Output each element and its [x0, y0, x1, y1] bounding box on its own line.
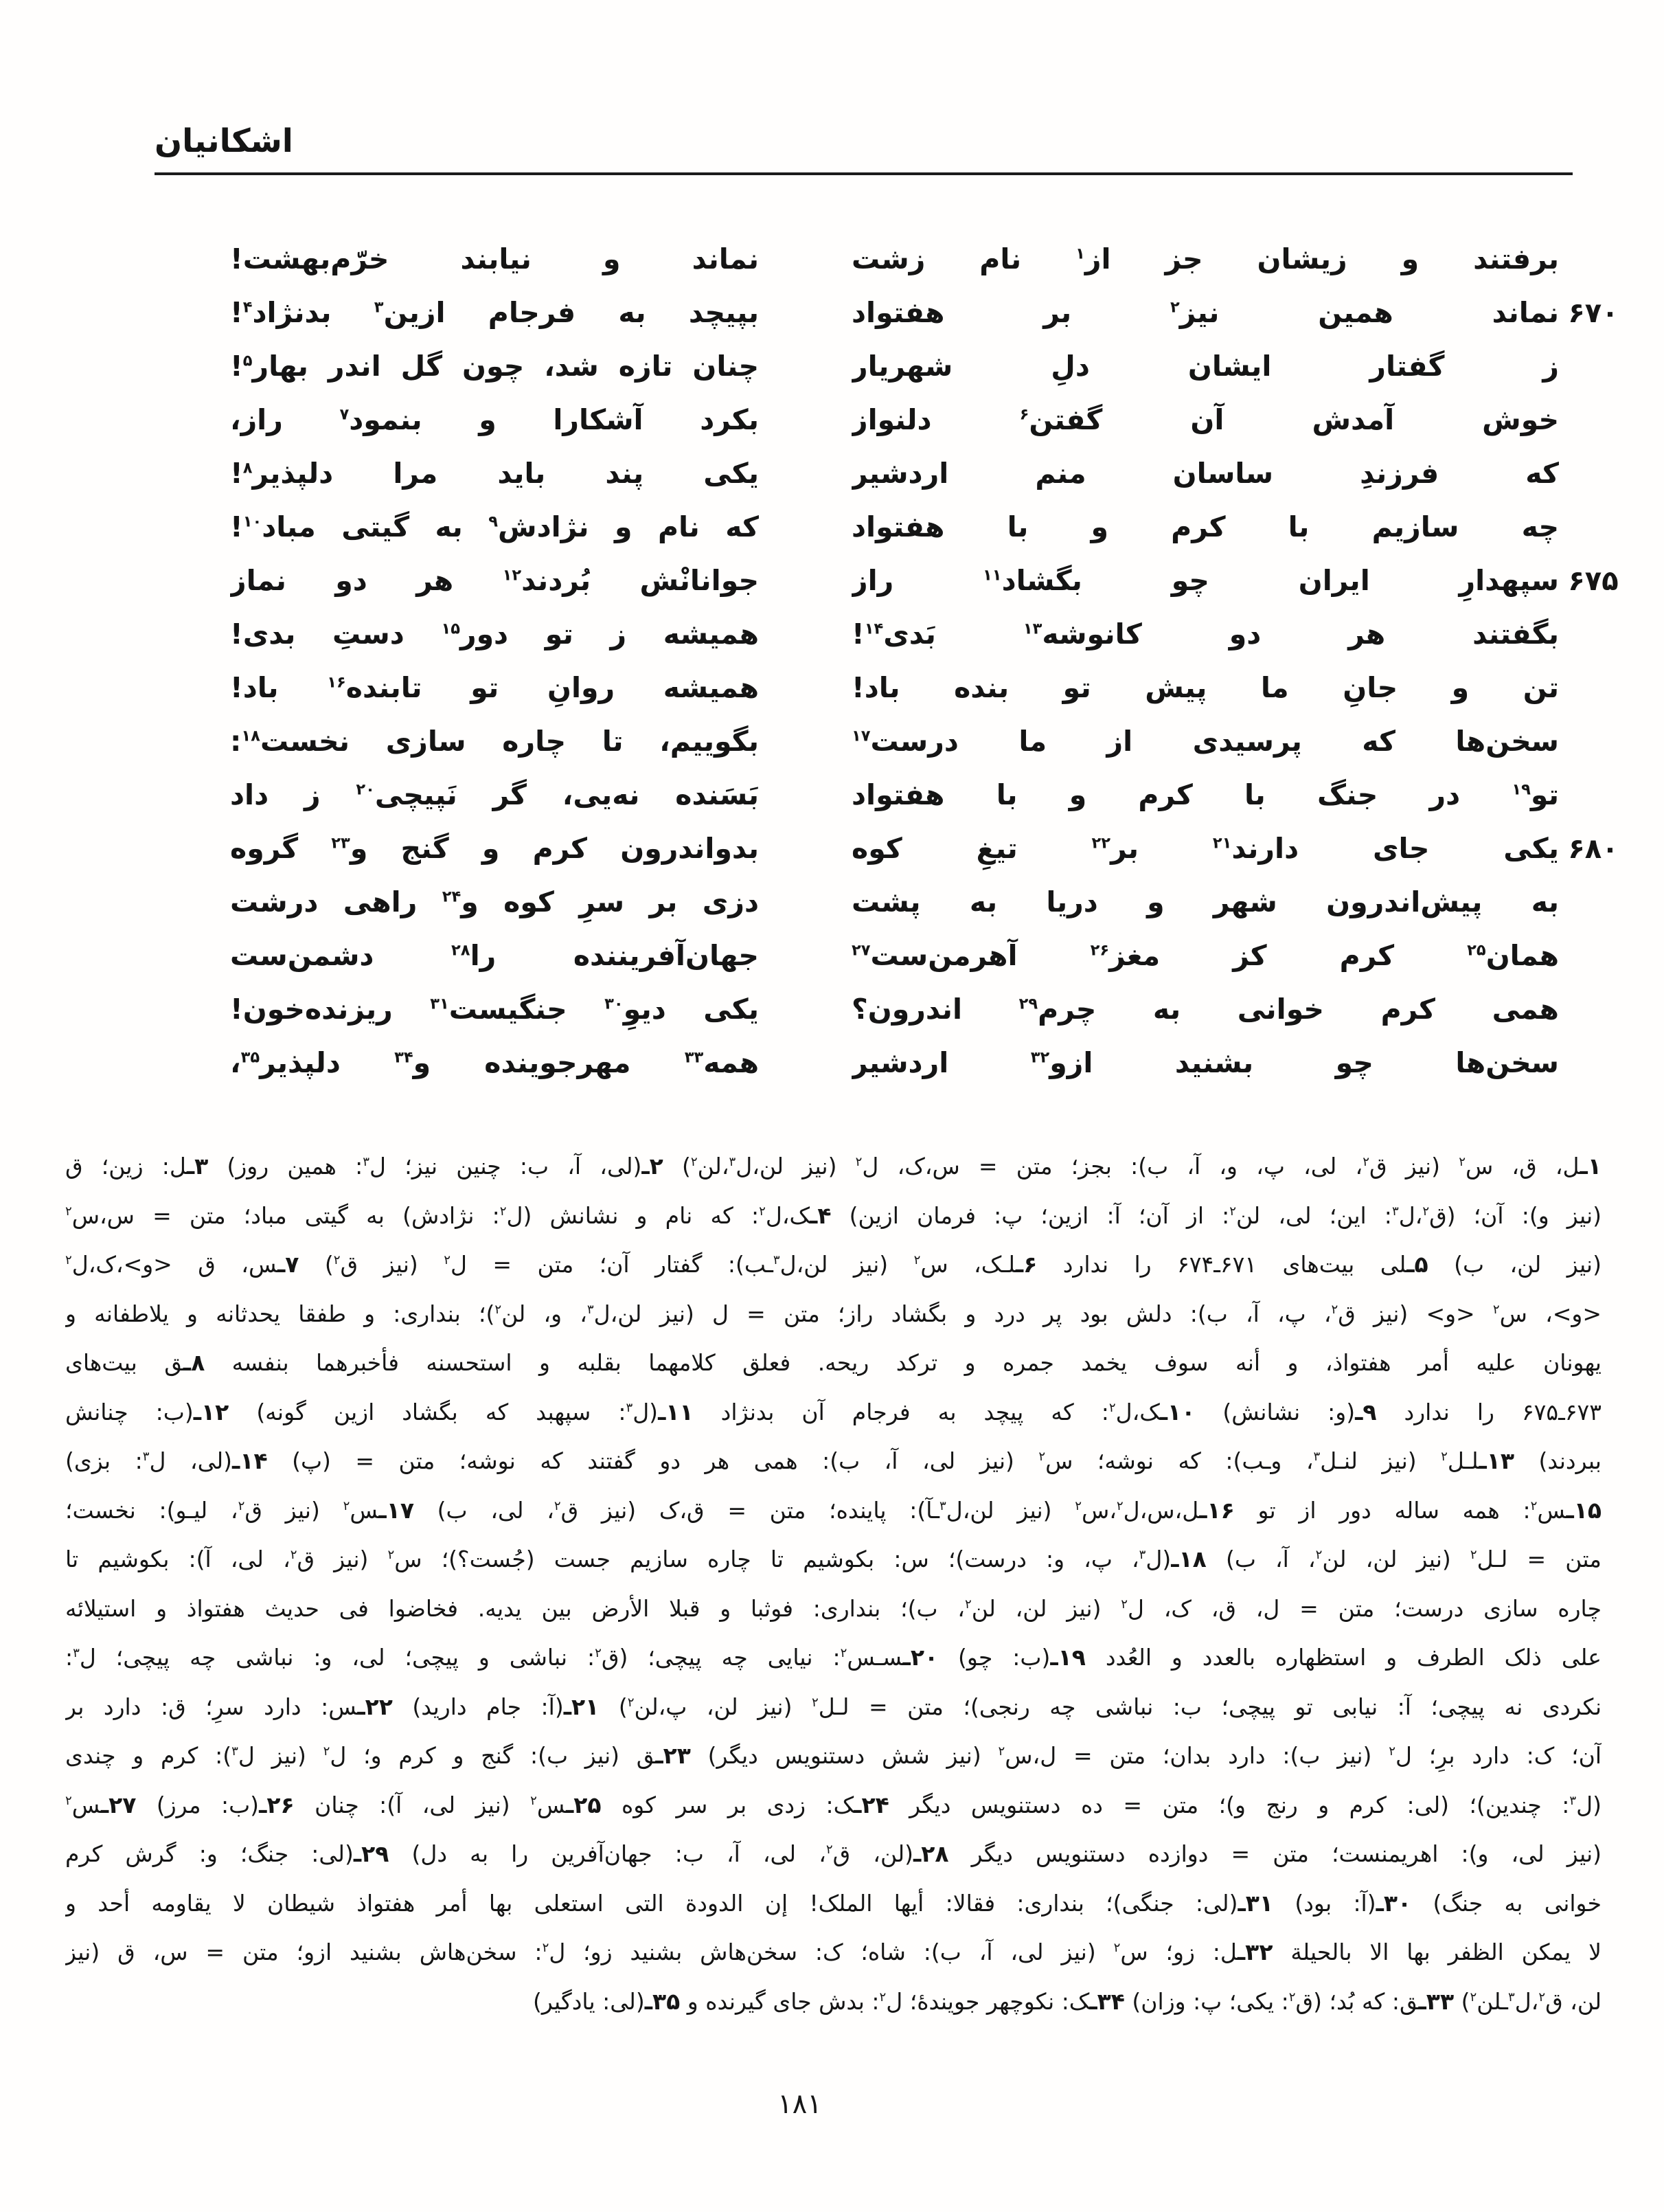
footnote-marker: ۲	[1108, 1400, 1116, 1415]
apparatus-number: ۴ـ	[810, 1201, 832, 1229]
footnote-marker: ۳	[1507, 1989, 1515, 2005]
footnote-marker: ۲۳	[331, 834, 350, 853]
footnote-marker: ۱۹	[1512, 780, 1531, 799]
footnote-marker: ۳	[231, 1744, 238, 1759]
footnote-marker: ۵	[242, 352, 253, 370]
apparatus-number: ۳۴ـ	[1089, 1987, 1125, 2015]
footnote-marker: ۳	[773, 1253, 780, 1267]
footnote-marker: ۲۶	[1090, 941, 1110, 960]
apparatus-number: ۳۲ـ	[1237, 1939, 1273, 1965]
verse-row	[230, 554, 1628, 607]
hemistich-left: بگوییم، تا چاره سازی نخست$^{۱۸}$:	[230, 725, 759, 758]
footnote-marker: ۲	[290, 1548, 297, 1562]
hemistich-right: که فرزندِ ساسان منم اردشیر	[852, 457, 1559, 490]
section-title: اشکانیان	[155, 122, 293, 160]
hemistich-left: بپیچد به فرجام ازین$^۳$ بدنژاد$^۴$!	[230, 296, 759, 329]
footnote-marker: ۳	[939, 1498, 946, 1513]
apparatus-number: ۱۵ـ	[1566, 1496, 1602, 1524]
apparatus-line: <و>، س$^۲$ <و> (نیز ق$^۲$، پ، آ، ب): دلش بود پر درد و بگشاد راز؛ متن = ل (نیز لن،ل$^۳$، و، لن$^۲$)؛ بنداری: و طفقا یحدثانه و یلاطفانه و	[65, 1300, 1602, 1327]
hemistich-left: بکرد آشکارا و بنمود$^۷$ راز،	[230, 403, 759, 436]
hemistich-right: سخن‌ها چو بشنید ازو$^{۳۲}$ اردشیر	[852, 1046, 1559, 1079]
footnote-marker: ۱۵	[441, 620, 460, 638]
footnote-marker: ۲۹	[1018, 995, 1038, 1013]
verse-row	[230, 232, 1628, 286]
footnote-marker: ۳	[729, 1155, 736, 1169]
hemistich-left: بَسَنده نه‌یی، گر نَپیچی$^{۲۰}$ ز داد	[230, 778, 759, 811]
footnote-marker: ۲	[444, 1253, 451, 1267]
apparatus-number: ۷ـ	[277, 1251, 299, 1278]
apparatus-line: ببردند) ۱۳ـلـل$^۲$ (نیز لنـل$^۳$، وـب): که نوشه؛ س$^۲$ (نیز لی، آ، ب): همی هر دو گفتند که نوشه؛ متن = (پ) ۱۴ـ(لی، ل$^۳$: بزی)	[65, 1447, 1602, 1474]
hemistich-right: ز گفتار ایشان دلِ شهریار	[852, 350, 1559, 383]
footnote-marker: ۳۲	[1030, 1048, 1050, 1067]
verse-row	[230, 929, 1628, 982]
verse-row	[230, 393, 1628, 447]
apparatus-number: ۸ـ	[183, 1349, 205, 1376]
apparatus-line: چاره سازی درست؛ متن = ل، ق، ک، ل$^۲$ (نیز لن، لن$^۲$، ب)؛ بنداری: فوثبا و قبلا الأرض بین یدیه. فخاضوا فی حدیث هفتواذ و استیلائه	[65, 1594, 1602, 1622]
hemistich-left: جوانانْش بُردند$^{۱۲}$ هر دو نماز	[230, 564, 759, 597]
hemistich-left: همیشه روانِ تو تابنده$^{۱۶}$ باد!	[230, 671, 759, 704]
footnote-marker: ۱۰	[242, 512, 262, 531]
footnote-marker: ۲۰	[356, 780, 375, 799]
footnote-marker: ۲	[530, 1793, 537, 1808]
apparatus-number: ۱ـ	[1580, 1153, 1602, 1180]
apparatus-line: (نیز لن، ب) ۵ـلی بیت‌های ۶۷۱ـ۶۷۴ را ندارد ۶ـلـک، س$^۲$ (نیز لن،ل$^۳$ـب): گفتار آن؛ متن = ل$^۲$ (نیز ق$^۲$) ۷ـس، ق <و>،ک،ل$^۲$	[65, 1251, 1602, 1278]
apparatus-number: ۱۱ـ	[658, 1398, 694, 1425]
footnote-marker: ۲	[343, 1498, 350, 1513]
footnote-marker: ۲۵	[1467, 941, 1486, 960]
footnote-marker: ۲۲	[1091, 834, 1111, 853]
apparatus-line: (نیز لی، و): اهریمنست؛ متن = دوازده دستنویس دیگر ۲۸ـ(لن، ق$^۲$، لی، آ، ب: جهان‌آفرین را به دل) ۲۹ـ(لی: جنگ؛ و: گرش کرم	[65, 1840, 1602, 1867]
footnote-marker: ۲	[1492, 1302, 1500, 1317]
footnote-marker: ۲	[65, 1793, 72, 1808]
footnote-marker: ۲	[855, 1155, 863, 1169]
footnote-marker: ۳	[1313, 1449, 1321, 1464]
verse-row	[230, 822, 1628, 875]
footnote-marker: ۳	[374, 298, 384, 317]
footnote-marker: ۲	[333, 1253, 341, 1267]
apparatus-number: ۵ـ	[1406, 1251, 1428, 1278]
footnote-marker: ۲	[913, 1253, 921, 1267]
apparatus-number: ۱۲ـ	[193, 1398, 229, 1425]
footnote-marker: ۳۵	[240, 1048, 260, 1067]
footnote-marker: ۴	[242, 298, 253, 317]
footnote-marker: ۲	[879, 1989, 887, 2005]
footnote-marker: ۲	[1530, 1498, 1538, 1513]
footnote-marker: ۸	[242, 459, 253, 477]
apparatus-number: ۱۸ـ	[1171, 1546, 1207, 1572]
apparatus-number: ۳۵ـ	[644, 1987, 681, 2015]
footnote-marker: ۲۱	[1212, 834, 1232, 853]
apparatus-number: ۲۳ـ	[655, 1742, 691, 1769]
footnote-marker: ۱۸	[241, 727, 260, 745]
apparatus-number: ۱۶ـ	[1199, 1496, 1235, 1524]
apparatus-number: ۹ـ	[1355, 1398, 1377, 1425]
apparatus-line: خوانی به جنگ) ۳۰ـ(آ: بود) ۳۱ـ(لی: جنگی)؛ بنداری: فقالا: أیها الملک! إن الدودة التی استعلی بها أمر هفتواذ شیطان لا یقاومه أحد و	[65, 1889, 1602, 1917]
hemistich-right: چه سازیم با کرم و با هفتواد	[852, 510, 1559, 543]
footnote-marker: ۱۱	[983, 566, 1002, 585]
apparatus-line: متن = لـل$^۲$ (نیز لن، لن$^۲$، آ، ب) ۱۸ـ(ل$^۳$، پ، و: درست)؛ س: بکوشیم تا چاره سازیم جست (جُست؟)؛ س$^۲$ (نیز ق$^۲$، لی، آ): بکوشیم تا	[65, 1546, 1602, 1572]
footnote-marker: ۶	[1019, 405, 1029, 424]
apparatus-number: ۱۹ـ	[1050, 1644, 1086, 1671]
apparatus-line: (نیز و): آن؛ (ق$^۲$،ل$^۳$: این؛ لی، لن$^۲$: از آن؛ آ: ازین؛ پ: فرمان ازین) ۴ـک،ل$^۲$: که نام و نشانش (ل$^۲$: نژادش) به گیتی مباد؛ متن = س،س$^۲$	[65, 1201, 1602, 1229]
verse-row	[230, 714, 1628, 768]
footnote-marker: ۲	[65, 1253, 72, 1267]
footnote-marker: ۳	[1139, 1548, 1146, 1562]
footnote-marker: ۲	[1441, 1449, 1448, 1464]
hemistich-right: به پیش‌اندرون شهر و دریا به پشت	[852, 885, 1559, 918]
apparatus-number: ۱۰ـ	[1159, 1398, 1196, 1425]
footnote-marker: ۲	[1113, 1941, 1121, 1955]
footnote-marker: ۳۰	[604, 995, 624, 1013]
apparatus-number: ۲۷ـ	[100, 1791, 137, 1818]
verse-row	[230, 447, 1628, 500]
hemistich-left: بدواندرون کرم و گنج و$^{۲۳}$ گروه	[230, 832, 759, 865]
verse-row	[230, 286, 1628, 339]
footnote-marker: ۲	[964, 1596, 972, 1612]
hemistich-left: چنان تازه شد، چون گل اندر بهار$^۵$!	[230, 350, 759, 383]
apparatus-number: ۲۰ـ	[902, 1644, 939, 1671]
apparatus-line: لا یمکن الظفر بها الا بالحیلة ۳۲ـل: زو؛ س$^۲$ (نیز لی، آ، ب): شاه؛ ک: سخن‌هاش بشنید زو؛ ل$^۲$: سخن‌هاش بشنید ازو؛ متن = س، ق (نیز	[65, 1939, 1602, 1965]
apparatus-line: آن؛ ک: دارد برِ؛ ل$^۲$ (نیز ب): دارد بدان؛ متن = ل،س$^۲$ (نیز شش دستنویس دیگر) ۲۳ـق (نیز ب): گنج و کرم و؛ ل$^۲$ (نیز ل$^۳$): کرم و چندی	[65, 1742, 1602, 1769]
apparatus	[65, 1142, 1602, 2026]
hemistich-right: همان$^{۲۵}$ کرم کز مغز$^{۲۶}$ آهرمن‌ست$^{۲۷}$	[852, 939, 1559, 972]
poem	[230, 232, 1628, 1090]
apparatus-line: یهونان علیه أمر هفتواذ، و أنه سوف یخمد جمره و ترکد ریحه. فعلق کلامهما بقلبه و استحسنه فأخبرهما بنفسه ۸ـق بیت‌های	[65, 1349, 1602, 1376]
footnote-marker: ۲	[812, 1695, 819, 1710]
footnote-marker: ۲	[595, 1646, 602, 1660]
footnote-marker: ۳	[1569, 1793, 1577, 1808]
apparatus-number: ۲۵ـ	[565, 1791, 602, 1818]
header-rule	[155, 172, 1573, 175]
footnote-marker: ۲	[1389, 1744, 1395, 1759]
footnote-marker: ۲	[840, 1646, 847, 1660]
footnote-marker: ۲	[387, 1548, 395, 1562]
footnote-marker: ۲	[542, 1941, 549, 1955]
apparatus-line: ۱۵ـس$^۲$: همه ساله دور از تو ۱۶ـل،س،ل$^۲$،س$^۲$ (نیز لن،ل$^۳$ـآ): پاینده؛ متن = ق،ک (نیز ق$^۲$، لی، ب) ۱۷ـس$^۲$ (نیز ق$^۲$، لیـو): نخست؛	[65, 1496, 1602, 1524]
verse-row	[230, 982, 1628, 1036]
footnote-marker: ۲	[1315, 1548, 1323, 1562]
footnote-marker: ۲	[499, 1204, 507, 1219]
footnote-marker: ۲	[1459, 1155, 1466, 1169]
footnote-marker: ۱۷	[852, 727, 871, 745]
footnote-marker: ۲۸	[451, 941, 470, 960]
verse-row	[230, 1036, 1628, 1090]
verse-number: ۶۷۵	[1568, 565, 1619, 597]
footnote-marker: ۲	[65, 1204, 72, 1219]
footnote-marker: ۲	[1331, 1302, 1338, 1317]
hemistich-left: یکی پند باید مرا دلپذیر$^۸$!	[230, 457, 759, 490]
hemistich-right: نماند همین نیز$^۲$ بر هفتواد	[852, 296, 1559, 329]
hemistich-right: یکی جای دارند$^{۲۱}$ بر$^{۲۲}$ تیغِ کوه	[852, 832, 1559, 865]
verse-number: ۶۷۰	[1568, 297, 1619, 329]
page-number: ۱۸۱	[777, 2088, 822, 2120]
footnote-marker: ۲	[1470, 1989, 1477, 2005]
footnote-marker: ۱۶	[327, 673, 346, 692]
apparatus-number: ۲۱ـ	[563, 1693, 600, 1720]
footnote-marker: ۳	[1391, 1204, 1399, 1219]
hemistich-left: همیشه ز تو دور$^{۱۵}$ دستِ بدی!	[230, 618, 759, 651]
apparatus-line: لن، ق$^۲$،ل$^۳$ـلن$^۲$) ۳۳ـق: که بُد؛ (ق$^۲$: یکی؛ پ: وزان) ۳۴ـک: نکوچهر جویندۀ؛ ل$^۲$: بدش جای گیرنده و ۳۵ـ(لی: یادگیر)	[532, 1987, 1602, 2015]
apparatus-line: ۱ـل، ق، س$^۲$ (نیز ق$^۲$، لی، پ، و، آ، ب): بجز؛ متن = س،ک، ل$^۲$ (نیز لن،ل$^۳$،لن$^۲$) ۲ـ(لی، آ، ب: چنین نیز؛ ل$^۳$: همین روز) ۳ـل: زین؛ ق	[65, 1153, 1602, 1180]
footnote-marker: ۱۳	[1023, 620, 1042, 638]
apparatus-number: ۲۴ـ	[854, 1791, 889, 1818]
footnote-marker: ۲	[690, 1155, 698, 1169]
footnote-marker: ۲	[1038, 1449, 1046, 1464]
footnote-marker: ۱۴	[864, 620, 884, 638]
apparatus-number: ۲ـ	[641, 1153, 663, 1180]
verse-row	[230, 661, 1628, 714]
hemistich-left: که نام و نژادش$^۹$ به گیتی مباد$^{۱۰}$!	[230, 510, 759, 543]
apparatus-number: ۱۴ـ	[232, 1447, 268, 1474]
verse-row	[230, 339, 1628, 393]
apparatus-number: ۱۷ـ	[378, 1496, 414, 1524]
footnote-marker: ۳	[142, 1449, 150, 1464]
footnote-marker: ۳	[73, 1646, 80, 1660]
footnote-marker: ۲	[1229, 1204, 1237, 1219]
footnote-marker: ۲	[998, 1744, 1005, 1759]
apparatus-number: ۳ـ	[186, 1153, 209, 1180]
hemistich-left: یکی دیوِ$^{۳۰}$ جنگیست$^{۳۱}$ ریزنده‌خون!	[230, 993, 759, 1026]
hemistich-right: برفتند و زیشان جز از$^۱$ نام زشت	[852, 242, 1559, 275]
verse-number: ۶۸۰	[1568, 833, 1619, 865]
hemistich-right: خوش آمدش آن گفتن$^۶$ دلنواز	[852, 403, 1559, 436]
hemistich-right: تن و جانِ ما پیش تو بنده باد!	[852, 671, 1559, 704]
footnote-marker: ۲	[1538, 1989, 1546, 2005]
footnote-marker: ۲	[1422, 1204, 1430, 1219]
footnote-marker: ۲	[238, 1498, 245, 1513]
footnote-marker: ۳۱	[430, 995, 449, 1013]
verse-row	[230, 875, 1628, 929]
hemistich-right: بگفتند هر دو کانوشه$^{۱۳}$ بَدی$^{۱۴}$!	[852, 618, 1559, 651]
verse-row	[230, 607, 1628, 661]
verse-row	[230, 500, 1628, 554]
footnote-marker: ۲	[1363, 1155, 1369, 1169]
apparatus-line: نکردی نه پیچی؛ آ: نیابی تو پیچی؛ ب: نباشی چه رنجی)؛ متن = لـل$^۲$ (نیز لن، پ،لن$^۲$) ۲۱ـ(آ: جام دارید) ۲۲ـس: دارد سرِ؛ ق: دارد بر	[65, 1693, 1602, 1720]
footnote-marker: ۲	[825, 1842, 833, 1857]
apparatus-number: ۱۳ـ	[1479, 1447, 1515, 1474]
footnote-marker: ۱۲	[502, 566, 522, 585]
footnote-marker: ۲	[1470, 1548, 1477, 1562]
hemistich-right: همی کرم خوانی به چرم$^{۲۹}$ اندرون؟	[852, 993, 1559, 1026]
apparatus-number: ۲۶ـ	[259, 1791, 295, 1818]
footnote-marker: ۳۴	[394, 1048, 413, 1067]
apparatus-number: ۳۰ـ	[1376, 1889, 1412, 1917]
footnote-marker: ۲	[627, 1695, 635, 1710]
footnote-marker: ۲	[1116, 1498, 1124, 1513]
apparatus-line: علی ذلک الطرف و استظهاره بالعدد و العُدد ۱۹ـ(ب: چو) ۲۰ـسـس$^۲$: نیایی چه پیچی؛ (ق$^۲$: نباشی و پیچی؛ لی، و: نباشی چه پیچی؛ ل$^۳$:	[65, 1644, 1602, 1671]
footnote-marker: ۳	[586, 1302, 594, 1317]
footnote-marker: ۲	[1075, 1498, 1082, 1513]
apparatus-number: ۲۲ـ	[357, 1693, 393, 1720]
verse-row	[230, 768, 1628, 822]
hemistich-left: جهان‌آفریننده را$^{۲۸}$ دشمن‌ست	[230, 939, 759, 972]
hemistich-left: همه$^{۳۳}$ مهرجوینده و$^{۳۴}$ دلپذیر$^{۳۵}$،	[230, 1046, 759, 1079]
apparatus-number: ۶ـ	[1015, 1251, 1038, 1278]
apparatus-line: (ل$^۳$: چندین)؛ (لی: کرم و رنج و)؛ متن = ده دستنویس دیگر ۲۴ـک: زدی بر سر کوه ۲۵ـس$^۲$ (نیز لی، آ): چنان ۲۶ـ(ب: مرز) ۲۷ـس$^۲$	[65, 1791, 1602, 1818]
apparatus-line: ۶۷۳ـ۶۷۵ را ندارد ۹ـ(و: نشانش) ۱۰ـک،ل$^۲$: که پیچد به فرجام آن بدنژاد ۱۱ـ(ل$^۳$: سپهبد که بگشاد ازین گونه) ۱۲ـ(ب: چنانش	[65, 1398, 1602, 1425]
footnote-marker: ۲	[1121, 1596, 1128, 1612]
footnote-marker: ۳	[363, 1155, 370, 1169]
footnote-marker: ۹	[488, 512, 498, 531]
apparatus-number: ۳۳ـ	[1418, 1987, 1455, 2015]
footnote-marker: ۲	[323, 1744, 330, 1759]
footnote-marker: ۲	[494, 1302, 502, 1317]
footnote-marker: ۱	[1075, 245, 1085, 263]
footnote-marker: ۳۳	[684, 1048, 704, 1067]
footnote-marker: ۷	[339, 405, 350, 424]
hemistich-left: نماند و نیابند خرّم‌بهشت!	[230, 242, 759, 275]
footnote-marker: ۲۴	[442, 888, 461, 906]
hemistich-right: تو$^{۱۹}$ در جنگ با کرم و با هفتواد	[852, 778, 1559, 811]
apparatus-number: ۳۱ـ	[1238, 1889, 1274, 1917]
footnote-marker: ۲	[759, 1204, 766, 1219]
footnote-marker: ۲	[1170, 298, 1180, 317]
footnote-marker: ۲۷	[852, 941, 871, 960]
apparatus-number: ۲۸ـ	[913, 1840, 949, 1867]
footnote-marker: ۲	[1288, 1989, 1296, 2005]
footnote-marker: ۲	[554, 1498, 561, 1513]
footnote-marker: ۳	[626, 1400, 633, 1415]
hemistich-left: دزی بر سرِ کوه و$^{۲۴}$ راهی درشت	[230, 885, 759, 918]
hemistich-right: سپهدارِ ایران چو بگشاد$^{۱۱}$ راز	[852, 564, 1559, 597]
hemistich-right: سخن‌ها که پرسیدی از ما درست$^{۱۷}$	[852, 725, 1559, 758]
apparatus-number: ۲۹ـ	[353, 1840, 389, 1867]
